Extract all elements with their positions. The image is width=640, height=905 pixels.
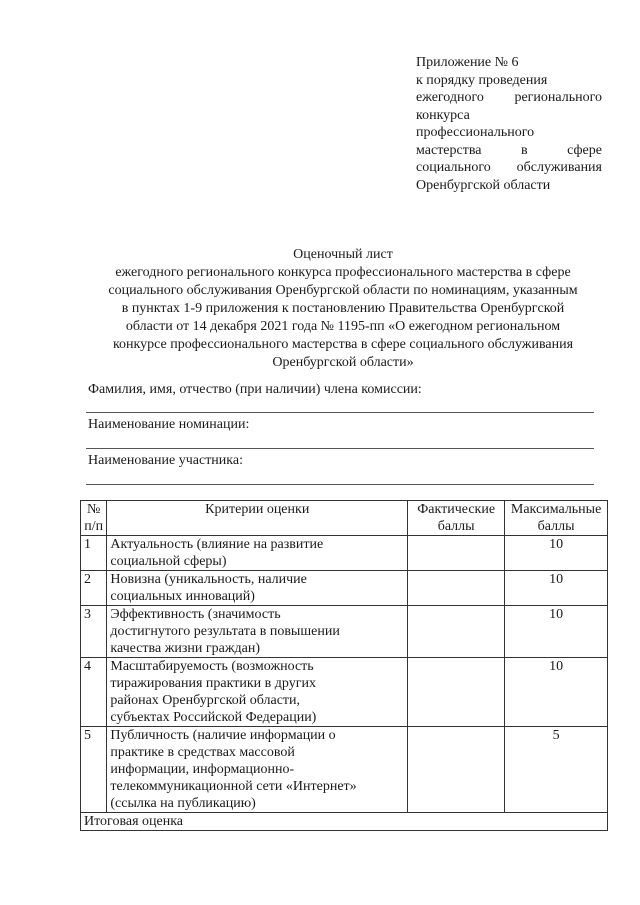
title-line: ежегодного регионального конкурса профессионального мастерства в сфере (115, 265, 571, 280)
row-number: 4 (81, 658, 107, 727)
nomination-blank-line[interactable] (86, 448, 594, 449)
total-label: Итоговая оценка (81, 813, 608, 831)
table-total-row (81, 813, 608, 831)
title-line: в пунктах 1-9 приложения к постановлению Правительства Оренбургской (121, 301, 565, 316)
annex-line: ежегодного регионального (416, 90, 602, 105)
row-max-score: 5 (505, 727, 608, 813)
row-criteria: Публичность (наличие информации о практике в средствах массовой информации, информационно- телекоммуникационной сети «Интернет» (ссылка на публикацию) (107, 727, 408, 813)
annex-line: мастерства в сфере (416, 142, 602, 158)
row-max-score: 10 (505, 658, 608, 727)
nomination-label: Наименование номинации: (88, 417, 250, 432)
row-criteria: Масштабируемость (возможность тиражирования практики в других районах Оренбургской области, субъектах Российской Федерации) (107, 658, 408, 727)
header-actual: Фактические баллы (408, 501, 505, 536)
row-actual-score[interactable] (408, 571, 505, 606)
header-max: Максимальные баллы (505, 501, 608, 536)
row-actual-score[interactable] (408, 727, 505, 813)
document-title (78, 246, 608, 372)
title-line: социального обслуживания Оренбургской области по номинациям, указанным (108, 283, 578, 298)
table-row (81, 606, 608, 658)
table-row (81, 571, 608, 606)
nomination-field (88, 416, 608, 434)
participant-label: Наименование участника: (88, 453, 243, 468)
member-label: Фамилия, имя, отчество (при наличии) члена комиссии: (88, 382, 422, 397)
annex-line: профессионального (416, 125, 535, 140)
row-number: 5 (81, 727, 107, 813)
member-field (88, 381, 608, 399)
table-row (81, 727, 608, 813)
row-max-score: 10 (505, 536, 608, 571)
participant-field (88, 452, 608, 470)
header-criteria: Критерии оценки (107, 501, 408, 536)
table-header-row (81, 501, 608, 536)
title-line: Оценочный лист (293, 247, 393, 262)
member-blank-line[interactable] (86, 412, 594, 413)
title-line: Оренбургской области» (272, 355, 414, 370)
row-actual-score[interactable] (408, 536, 505, 571)
title-line: конкурсе профессионального мастерства в сфере социального обслуживания (112, 337, 574, 352)
annex-block (416, 54, 602, 194)
row-criteria: Актуальность (влияние на развитие социальной сферы) (107, 536, 408, 571)
annex-line: Оренбургской области (416, 177, 551, 193)
row-criteria: Эффективность (значимость достигнутого результата в повышении качества жизни граждан) (107, 606, 408, 658)
row-number: 3 (81, 606, 107, 658)
annex-line: конкурса (416, 107, 470, 123)
table-row (81, 536, 608, 571)
row-actual-score[interactable] (408, 606, 505, 658)
row-max-score: 10 (505, 571, 608, 606)
header-num: № п/п (81, 501, 107, 536)
annex-line: Приложение № 6 (416, 55, 519, 70)
title-line: области от 14 декабря 2021 года № 1195-пп «О ежегодном региональном (125, 319, 561, 334)
annex-line: социального обслуживания (416, 160, 602, 175)
row-criteria: Новизна (уникальность, наличие социальных инноваций) (107, 571, 408, 606)
annex-line: к порядку проведения (416, 72, 548, 88)
participant-blank-line[interactable] (86, 484, 594, 485)
evaluation-table (80, 500, 608, 831)
table-row (81, 658, 608, 727)
row-actual-score[interactable] (408, 658, 505, 727)
row-number: 1 (81, 536, 107, 571)
row-number: 2 (81, 571, 107, 606)
row-max-score: 10 (505, 606, 608, 658)
